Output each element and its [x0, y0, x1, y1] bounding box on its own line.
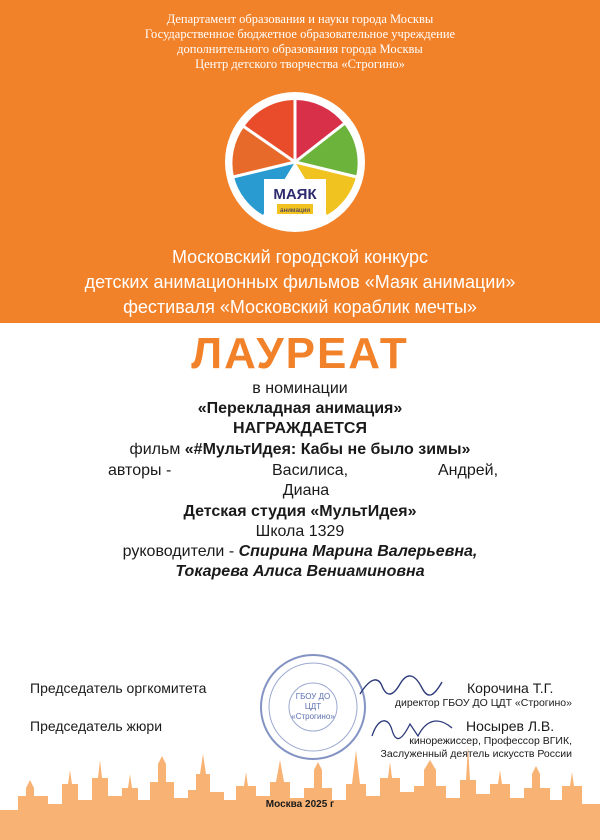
film-title: «#МультИдея: Кабы не было зимы» [184, 441, 471, 458]
jury-chair-title [381, 735, 572, 761]
author-name: Василиса, [272, 462, 349, 479]
authors-line [108, 462, 528, 482]
jury-chair-title-line: кинорежиссер, Профессор ВГИК, [409, 735, 572, 747]
contest-title [0, 245, 600, 320]
org-chair-title: директор ГБОУ ДО ЦДТ «Строгино» [394, 697, 572, 709]
leader-name: Токарева Алиса Вениаминовна [175, 563, 425, 580]
stamp-text: «Строгино» [291, 712, 335, 721]
org-line: Центр детского творчества «Строгино» [195, 57, 405, 71]
film-line [0, 440, 600, 460]
stamp-text: ГБОУ ДО [295, 692, 331, 701]
author-name: Андрей, [438, 462, 499, 479]
logo-subtext: анимации [280, 207, 310, 214]
city-year: Москва 2025 г [265, 799, 335, 810]
authors-label: авторы - [108, 462, 172, 479]
org-chair-name: Корочина Т.Г. [467, 680, 554, 696]
org-line: дополнительного образования города Москвы [177, 42, 423, 56]
nomination-label: в номинации [252, 380, 348, 397]
leaders-label: руководители - [122, 543, 235, 560]
awarded-label: НАГРАЖДАЕТСЯ [233, 420, 367, 437]
contest-line: детских анимационных фильмов «Маяк анимации» [84, 272, 516, 292]
org-line: Департамент образования и науки города Москвы [166, 12, 434, 26]
nomination-name: «Перекладная анимация» [197, 400, 403, 417]
studio-name: Детская студия «МультИдея» [183, 503, 417, 520]
jury-chair-label: Председатель жюри [30, 718, 163, 734]
contest-line: Московский городской конкурс [171, 247, 428, 267]
author-name: Диана [282, 482, 330, 499]
jury-chair-title-line: Заслуженный деятель искусств России [380, 748, 572, 760]
mayak-logo [224, 91, 366, 233]
laureate-title: ЛАУРЕАТ [191, 329, 409, 378]
logo-text: МАЯК [273, 186, 317, 203]
org-chair-label: Председатель оргкомитета [30, 680, 207, 696]
stamp-text: ЦДТ [304, 702, 322, 711]
jury-chair-name: Носырев Л.В. [466, 718, 555, 734]
film-label: фильм [129, 441, 181, 458]
organization-header [0, 12, 600, 72]
school-name: Школа 1329 [255, 523, 345, 540]
contest-line: фестиваля «Московский кораблик мечты» [123, 297, 477, 317]
leader-name: Спирина Марина Валерьевна, [238, 543, 478, 560]
org-line: Государственное бюджетное образовательное учреждение [144, 27, 456, 41]
header-band [0, 0, 600, 323]
leaders-line [0, 542, 600, 562]
